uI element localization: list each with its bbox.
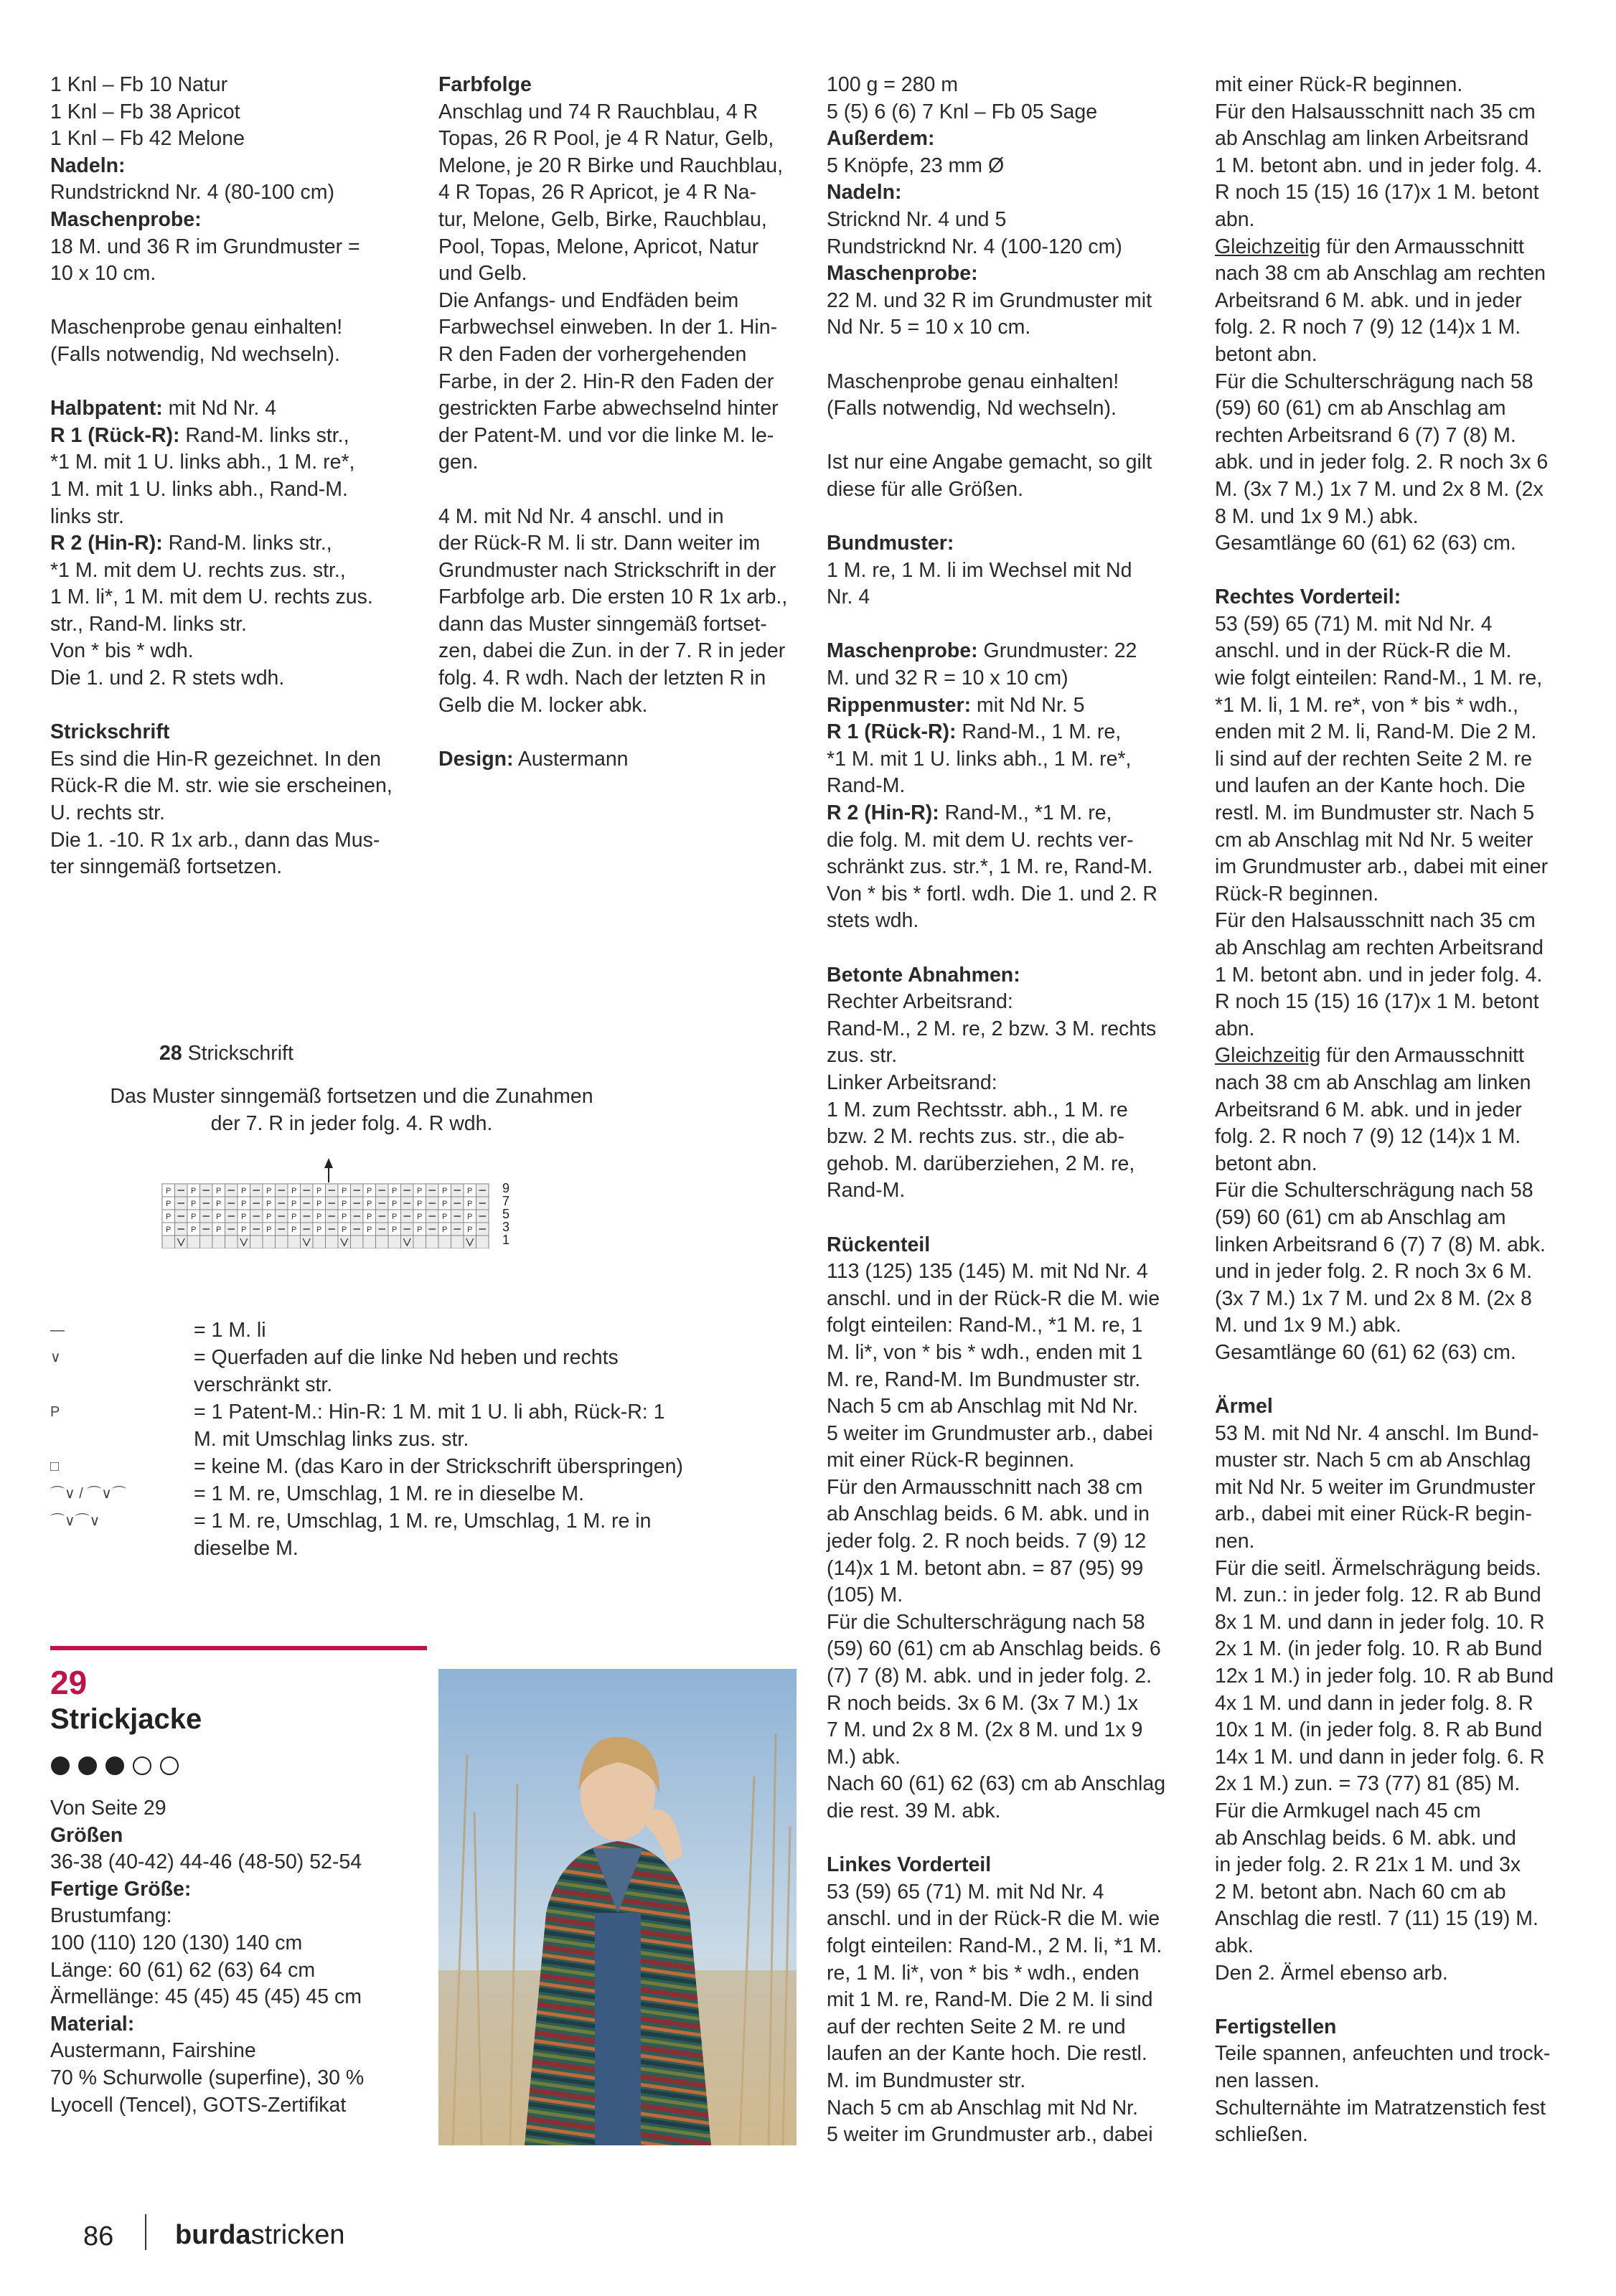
patent-stitch-icon: P [166, 1225, 172, 1234]
patent-stitch-icon: P [291, 1225, 297, 1234]
patent-stitch-icon: P [50, 1404, 60, 1420]
column-4 [1215, 72, 1574, 2149]
r2-block [50, 530, 409, 692]
patent-stitch-icon: P [266, 1187, 272, 1195]
text-ausserdem: 5 Knöpfe, 23 mm Ø [827, 154, 1005, 177]
difficulty-rating [50, 1755, 194, 1777]
text-rippenmuster: mit Nd Nr. 5 [971, 693, 1085, 717]
text-einhalten: Maschenprobe genau einhalten! (Falls notwendig, Nd wechseln). [827, 370, 1119, 420]
chart-cell [326, 1236, 339, 1248]
text-von-seite: Von Seite 29 [50, 1797, 166, 1820]
heading-farbfolge: Farbfolge [438, 73, 532, 96]
text-lauflaenge: 100 g = 280 m 5 (5) 6 (6) 7 Knl – Fb 05 Sage [827, 73, 1098, 123]
design-line [438, 746, 797, 773]
patent-stitch-icon: P [216, 1200, 222, 1208]
column-2 [438, 72, 797, 773]
halbpatent-line [50, 395, 409, 423]
text-bundmuster: 1 M. re, 1 M. li im Wechsel mit Nd Nr. 4 [827, 558, 1132, 609]
patent-stitch-icon: P [191, 1187, 197, 1195]
heading-rippenmuster: Rippenmuster: [827, 693, 972, 717]
patent-stitch-icon: P [467, 1225, 473, 1234]
underline-gleichzeitig: Gleichzeitig [1215, 1044, 1321, 1068]
text-linkes-vorderteil: 53 (59) 65 (71) M. mit Nd Nr. 4 anschl. und in der Rück-R die M. wie folgt einteilen: Rand-M., 2 M. li, *1 M. re, 1 M. li*, von * bis * wdh., enden mit 1 M. re, Rand-M. Die 2 M. li sind auf der rechten Seite 2 M. re und laufen an der Kante hoch. Die restl. M. im Bundmuster str. Nach 5 cm ab Anschlag mit Nd Nr. 5 weiter im Grundmuster arb., dabei [827, 1880, 1162, 2147]
patent-stitch-icon: P [442, 1213, 448, 1221]
heading-bundmuster: Bundmuster: [827, 532, 954, 555]
row-number: 3 [502, 1220, 510, 1234]
text-fertigstellen: Teile spannen, anfeuchten und trock- nen lassen. Schulternähte im Matratzenstich fest schließen. [1215, 2042, 1551, 2147]
patent-stitch-icon: P [216, 1187, 222, 1195]
patent-stitch-icon: P [216, 1225, 222, 1234]
chart-cell [288, 1236, 301, 1248]
chart-cell [413, 1236, 426, 1248]
heading-rechtes-vorderteil: Rechtes Vorderteil: [1215, 585, 1401, 609]
chart-cell [451, 1236, 464, 1248]
brand-bold: burda [175, 2220, 251, 2250]
row-number: 5 [502, 1207, 510, 1221]
probe2-block [827, 638, 1185, 692]
rippen-line [827, 692, 1185, 720]
rating-dot-empty [133, 1757, 151, 1774]
chart-cell [376, 1236, 389, 1248]
chart-cell [313, 1236, 326, 1248]
gleichzeitig-block [1215, 234, 1574, 557]
heading-groessen: Größen [50, 1823, 123, 1847]
chart-label: Strickschrift [182, 1042, 293, 1065]
heading-halbpatent: Halbpatent: [50, 397, 163, 420]
patent-stitch-icon: P [216, 1213, 222, 1221]
legend-text: = Querfaden auf die linke Nd heben und rechts verschränkt str. [194, 1346, 619, 1396]
patent-stitch-icon: P [342, 1187, 347, 1195]
text-maschenprobe: 22 M. und 32 R im Grundmuster mit Nd Nr. 5 = 10 x 10 cm. [827, 288, 1152, 339]
heading-fertige-groesse: Fertige Größe: [50, 1877, 192, 1901]
patent-stitch-icon: P [291, 1187, 297, 1195]
heading-nadeln: Nadeln: [50, 154, 126, 177]
patent-stitch-icon: P [467, 1187, 473, 1195]
knitting-chart [158, 1155, 531, 1248]
material-line: 1 Knl – Fb 42 Melone [50, 127, 245, 151]
row-number: 9 [502, 1181, 510, 1195]
rating-dot-filled [106, 1757, 123, 1774]
model-photo [438, 1669, 797, 2145]
chart-cell [363, 1236, 376, 1248]
heading-ausserdem: Außerdem: [827, 127, 935, 151]
text-farbfolge: Anschlag und 74 R Rauchblau, 4 R Topas, 26 R Pool, je 4 R Natur, Gelb, Melone, je 20 R Birke und Rauchblau, 4 R Topas, 26 R Apricot, je 4 R Na- tur, Melone, Gelb, Birke, Rauchblau, Pool, Topas, Melone, Apricot, Natur und Gelb. Die Anfangs- und Endfäden beim Farbwechsel einweben. In der 1. Hin- R den Faden der vorhergehenden Farbe, in der 2. Hin-R den Faden der gestrickten Farbe abwechselnd hinter der Patent-M. und vor die linke M. le- gen. [438, 100, 784, 474]
legend-text: = 1 M. li [194, 1319, 266, 1342]
chart-cell [250, 1236, 263, 1248]
heading-maschenprobe-2: Maschenprobe: [827, 639, 978, 663]
rating-dot-filled [79, 1757, 96, 1774]
heading-r1: R 1 (Rück-R): [50, 423, 180, 447]
rating-dot-empty [161, 1757, 178, 1774]
patent-stitch-icon: P [467, 1213, 473, 1221]
model-photo-image [438, 1669, 797, 2145]
patent-stitch-icon: P [367, 1187, 372, 1195]
heading-design: Design: [438, 747, 514, 771]
heading-linkes-vorderteil: Linkes Vorderteil [827, 1853, 992, 1877]
patent-stitch-icon: P [166, 1187, 172, 1195]
heading-rueckenteil: Rückenteil [827, 1233, 931, 1256]
chart-cell [276, 1236, 288, 1248]
chart-caption [159, 1042, 293, 1065]
patent-stitch-icon: P [417, 1200, 423, 1208]
purl-symbol-icon: — [50, 1322, 65, 1338]
text-design: Austermann [513, 747, 629, 771]
text-r1: Rand-M. links str., *1 M. mit 1 U. links abh., 1 M. re*, 1 M. mit 1 U. links abh., Rand-M. links str. [50, 423, 355, 528]
pattern-number: 29 [50, 1664, 88, 1701]
chart-cell [225, 1236, 238, 1248]
r1-block [827, 719, 1185, 800]
heading-strickschrift: Strickschrift [50, 720, 170, 744]
patent-stitch-icon: P [442, 1225, 448, 1234]
patent-stitch-icon: P [316, 1187, 322, 1195]
chart-cell [476, 1236, 489, 1248]
chart-grid [162, 1184, 489, 1248]
text-r2: Rand-M., *1 M. re, die folg. M. mit dem U. rechts ver- schränkt zus. str.*, 1 M. re, Rand-M. Von * bis * fortl. wdh. Die 1. und 2. R stets wdh. [827, 801, 1157, 933]
patent-stitch-icon: P [266, 1225, 272, 1234]
pattern-29-body [50, 1795, 409, 2119]
patent-stitch-icon: P [392, 1187, 398, 1195]
chart-row-numbers [502, 1181, 509, 1247]
patent-stitch-icon: P [316, 1225, 322, 1234]
patent-stitch-icon: P [191, 1213, 197, 1221]
footer-divider [145, 2214, 146, 2250]
chart-cell [263, 1236, 276, 1248]
text-r1: Rand-M., 1 M. re, *1 M. mit 1 U. links abh., 1 M. re*, Rand-M. [827, 720, 1132, 798]
chart-arrow-icon [324, 1158, 333, 1182]
double-yarn-over-increase-icon: ⌒∨⌒∨ [50, 1513, 100, 1529]
text-rueckenteil: 113 (125) 135 (145) M. mit Nd Nr. 4 anschl. und in der Rück-R die M. wie folgt einteilen: Rand-M., *1 M. re, 1 M. li*, von * bis * wdh., enden mit 1 M. re, Rand-M. Im Bundmuster str. Nach 5 cm ab Anschlag mit Nd Nr. 5 weiter im Grundmuster arb., dabei mit einer Rück-R beginnen. Für den Armausschnitt nach 38 cm ab Anschlag beids. 6 M. abk. und in jeder folg. 2. R noch beids. 7 (9) 12 (14)x 1 M. betont abn. = 87 (95) 99 (105) M. Für die Schulterschrägung nach 58 (59) 60 (61) cm ab Anschlag beids. 6 (7) 7 (8) M. abk. und in jeder folg. 2. R noch beids. 3x 6 M. (3x 7 M.) 1x 7 M. und 2x 8 M. (2x 8 M. und 1x 9 M.) abk. Nach 60 (61) 62 (63) cm ab Anschlag die rest. 39 M. abk. [827, 1260, 1166, 1822]
chart-cell [351, 1236, 364, 1248]
patent-stitch-icon: P [291, 1213, 297, 1221]
underline-gleichzeitig: Gleichzeitig [1215, 235, 1321, 258]
text-angabe: Ist nur eine Angabe gemacht, so gilt diese für alle Größen. [827, 451, 1152, 501]
patent-stitch-icon: P [266, 1213, 272, 1221]
brand-rest: stricken [250, 2220, 345, 2250]
increase-symbol-icon: ∨ [50, 1350, 61, 1365]
chart-cell [187, 1236, 200, 1248]
patent-stitch-icon: P [241, 1187, 247, 1195]
patent-stitch-icon: P [367, 1225, 372, 1234]
legend-text: = keine M. (das Karo in der Strickschrift überspringen) [194, 1455, 683, 1478]
row-number: 1 [502, 1233, 510, 1247]
text-armausschnitt: für den Armausschnitt nach 38 cm ab Anschlag am rechten Arbeitsrand 6 M. abk. und in jeder folg. 2. R noch 7 (9) 12 (14)x 1 M. betont abn. Für die Schulterschrägung nach 58 (59) 60 (61) cm ab Anschlag am rechten Arbeitsrand 6 (7) 7 (8) M. abk. und in jeder folg. 2. R noch 3x 6 M. (3x 7 M.) 1x 7 M. und 2x 8 M. (2x 8 M. und 1x 9 M.) abk. Gesamtlänge 60 (61) 62 (63) cm. [1215, 235, 1549, 555]
patent-stitch-icon: P [417, 1213, 423, 1221]
r1-block [50, 423, 409, 530]
material-line: 1 Knl – Fb 10 Natur [50, 73, 228, 96]
heading-maschenprobe: Maschenprobe: [50, 207, 202, 231]
text-nadeln: Rundstricknd Nr. 4 (80-100 cm) [50, 181, 334, 204]
chart-cell [426, 1236, 439, 1248]
material-line: 1 Knl – Fb 38 Apricot [50, 100, 240, 123]
chart-cell [212, 1236, 225, 1248]
no-stitch-icon: □ [50, 1459, 60, 1474]
gleichzeitig-block [1215, 1043, 1574, 1366]
chart-cell [438, 1236, 451, 1248]
patent-stitch-icon: P [241, 1213, 247, 1221]
rating-dot-filled [52, 1757, 69, 1774]
patent-stitch-icon: P [191, 1200, 197, 1208]
column-1 [50, 72, 409, 881]
yarn-over-increase-icon: ⌒∨ / ⌒∨⌒ [50, 1486, 126, 1502]
patent-stitch-icon: P [241, 1200, 247, 1208]
text-aermel: 53 M. mit Nd Nr. 4 anschl. Im Bund- muster str. Nach 5 cm ab Anschlag mit Nd Nr. 5 weiter im Grundmuster arb., dabei mit einer Rück-R begin- nen. Für die seitl. Ärmelschrägung beids. M. zun.: in jeder folg. 12. R ab Bund 8x 1 M. und dann in jeder folg. 10. R 2x 1 M. (in jeder folg. 10. R ab Bund 12x 1 M.) in jeder folg. 10. R ab Bund 4x 1 M. und dann in jeder folg. 8. R 10x 1 M. (in jeder folg. 8. R ab Bund 14x 1 M. und dann in jeder folg. 6. R 2x 1 M.) zun. = 73 (77) 81 (85) M. Für die Armkugel nach 45 cm ab Anschlag beids. 6 M. abk. und in jeder folg. 2. R 21x 1 M. und 3x 2 M. betont abn. Nach 60 cm ab Anschlag die restl. 7 (11) 15 (19) M. abk. Den 2. Ärmel ebenso arb. [1215, 1421, 1554, 1985]
text-r2: Rand-M. links str., *1 M. mit dem U. rechts zus. str., 1 M. li*, 1 M. mit dem U. rechts zus. str., Rand-M. links str. Von * bis * wdh. Die 1. und 2. R stets wdh. [50, 532, 373, 690]
patent-stitch-icon: P [342, 1225, 347, 1234]
text-maschenprobe-2: Grundmuster: 22 M. und 32 R = 10 x 10 cm) [827, 639, 1137, 690]
heading-material: Material: [50, 2012, 135, 2036]
text-anschlag: 4 M. mit Nd Nr. 4 anschl. und in der Rück-R M. li str. Dann weiter im Grundmuster nach Strickschrift in der Farbfolge arb. Die ersten 10 R 1x arb., dann das Muster sinngemäß fortset- zen, dabei die Zun. in der 7. R in jeder folg. 4. R wdh. Nach der letzten R in Gelb die M. locker abk. [438, 504, 788, 717]
patent-stitch-icon: P [392, 1213, 398, 1221]
text-maschenprobe: 18 M. und 36 R im Grundmuster = 10 x 10 cm. [50, 235, 360, 286]
patent-stitch-icon: P [316, 1213, 322, 1221]
patent-stitch-icon: P [467, 1200, 473, 1208]
patent-stitch-icon: P [342, 1200, 347, 1208]
text-halsausschnitt: mit einer Rück-R beginnen. Für den Halsausschnitt nach 35 cm ab Anschlag am linken Arbeitsrand 1 M. betont abn. und in jeder folg. 4. R noch 15 (15) 16 (17)x 1 M. betont abn. [1215, 73, 1543, 231]
heading-betonte-abnahmen: Betonte Abnahmen: [827, 963, 1020, 987]
chart-note: Das Muster sinngemäß fortsetzen und die Zunahmen der 7. R in jeder folg. 4. R wdh. [110, 1085, 593, 1135]
legend-text: = 1 M. re, Umschlag, 1 M. re, Umschlag, 1 M. re in dieselbe M. [194, 1510, 652, 1560]
patent-stitch-icon: P [442, 1200, 448, 1208]
chart-number: 28 [159, 1042, 182, 1065]
chart-cell [388, 1236, 401, 1248]
patent-stitch-icon: P [316, 1200, 322, 1208]
heading-nadeln: Nadeln: [827, 181, 902, 204]
patent-stitch-icon: P [291, 1200, 297, 1208]
patent-stitch-icon: P [241, 1225, 247, 1234]
section-divider [50, 1646, 427, 1650]
patent-stitch-icon: P [392, 1225, 398, 1234]
heading-r1: R 1 (Rück-R): [827, 720, 957, 744]
heading-r2: R 2 (Hin-R): [827, 801, 939, 825]
heading-fertigstellen: Fertigstellen [1215, 2015, 1337, 2038]
brand-logo [175, 2220, 344, 2251]
patent-stitch-icon: P [342, 1213, 347, 1221]
heading-r2: R 2 (Hin-R): [50, 532, 163, 555]
text-armausschnitt: für den Armausschnitt nach 38 cm ab Anschlag am linken Arbeitsrand 6 M. abk. und in jeder folg. 2. R noch 7 (9) 12 (14)x 1 M. betont abn. Für die Schulterschrägung nach 58 (59) 60 (61) cm ab Anschlag am linken Arbeitsrand 6 (7) 7 (8) M. abk. und in jeder folg. 2. R noch 3x 6 M. (3x 7 M.) 1x 7 M. und 2x 8 M. (2x 8 M. und 1x 9 M.) abk. Gesamtlänge 60 (61) 62 (63) cm. [1215, 1044, 1546, 1364]
patent-stitch-icon: P [191, 1225, 197, 1234]
heading-aermel: Ärmel [1215, 1395, 1273, 1418]
pattern-title: Strickjacke [50, 1703, 202, 1735]
text-material: Austermann, Fairshine 70 % Schurwolle (superfine), 30 % Lyocell (Tencel), GOTS-Zertifikat [50, 2039, 365, 2117]
text-einhalten: Maschenprobe genau einhalten! (Falls notwendig, Nd wechseln). [50, 316, 343, 366]
legend-text: = 1 Patent-M.: Hin-R: 1 M. mit 1 U. li abh, Rück-R: 1 M. mit Umschlag links zus. str. [194, 1401, 665, 1451]
text-betonte-abnahmen: Rechter Arbeitsrand: Rand-M., 2 M. re, 2 bzw. 3 M. rechts zus. str. Linker Arbeitsrand: 1 M. zum Rechtsstr. abh., 1 M. re bzw. 2 M. rechts zus. str., die ab- gehob. M. darüberziehen, 2 M. re, Rand-M. [827, 990, 1157, 1203]
text-strickschrift: Es sind die Hin-R gezeichnet. In den Rück-R die M. str. wie sie erscheinen, U. rechts str. Die 1. -10. R 1x arb., dann das Mus- ter sinngemäß fortsetzen. [50, 747, 393, 879]
patent-stitch-icon: P [442, 1187, 448, 1195]
text-fertige-groesse: Brustumfang: 100 (110) 120 (130) 140 cm Länge: 60 (61) 62 (63) 64 cm Ärmellänge: 45 (45) 45 (45) 45 cm [50, 1904, 362, 2009]
patent-stitch-icon: P [417, 1225, 423, 1234]
patent-stitch-icon: P [392, 1200, 398, 1208]
patent-stitch-icon: P [367, 1200, 372, 1208]
patent-stitch-icon: P [417, 1187, 423, 1195]
legend-text: = 1 M. re, Umschlag, 1 M. re in dieselbe M. [194, 1482, 585, 1505]
chart-cell [200, 1236, 213, 1248]
patent-stitch-icon: P [266, 1200, 272, 1208]
page-number: 86 [83, 2221, 114, 2252]
text-halbpatent: mit Nd Nr. 4 [162, 397, 277, 420]
text-groessen: 36-38 (40-42) 44-46 (48-50) 52-54 [50, 1850, 362, 1874]
text-nadeln: Stricknd Nr. 4 und 5 Rundstricknd Nr. 4 (100-120 cm) [827, 207, 1122, 258]
heading-maschenprobe: Maschenprobe: [827, 262, 978, 286]
chart-cell [162, 1236, 175, 1248]
row-number: 7 [502, 1194, 510, 1208]
patent-stitch-icon: P [166, 1213, 172, 1221]
column-3 [827, 72, 1185, 2149]
patent-stitch-icon: P [166, 1200, 172, 1208]
text-rechtes-vorderteil: 53 (59) 65 (71) M. mit Nd Nr. 4 anschl. und in der Rück-R die M. wie folgt einteilen: Rand-M., 1 M. re, *1 M. li, 1 M. re*, von * bis * wdh., enden mit 2 M. li, Rand-M. Die 2 M. li sind auf der rechten Seite 2 M. re und laufen an der Kante hoch. Die restl. M. im Bundmuster str. Nach 5 cm ab Anschlag mit Nd Nr. 5 weiter im Grundmuster arb., dabei mit einer Rück-R beginnen. Für den Halsausschnitt nach 35 cm ab Anschlag am rechten Arbeitsrand 1 M. betont abn. und in jeder folg. 4. R noch 15 (15) 16 (17)x 1 M. betont abn. [1215, 612, 1549, 1040]
patent-stitch-icon: P [367, 1213, 372, 1221]
r2-block [827, 800, 1185, 935]
